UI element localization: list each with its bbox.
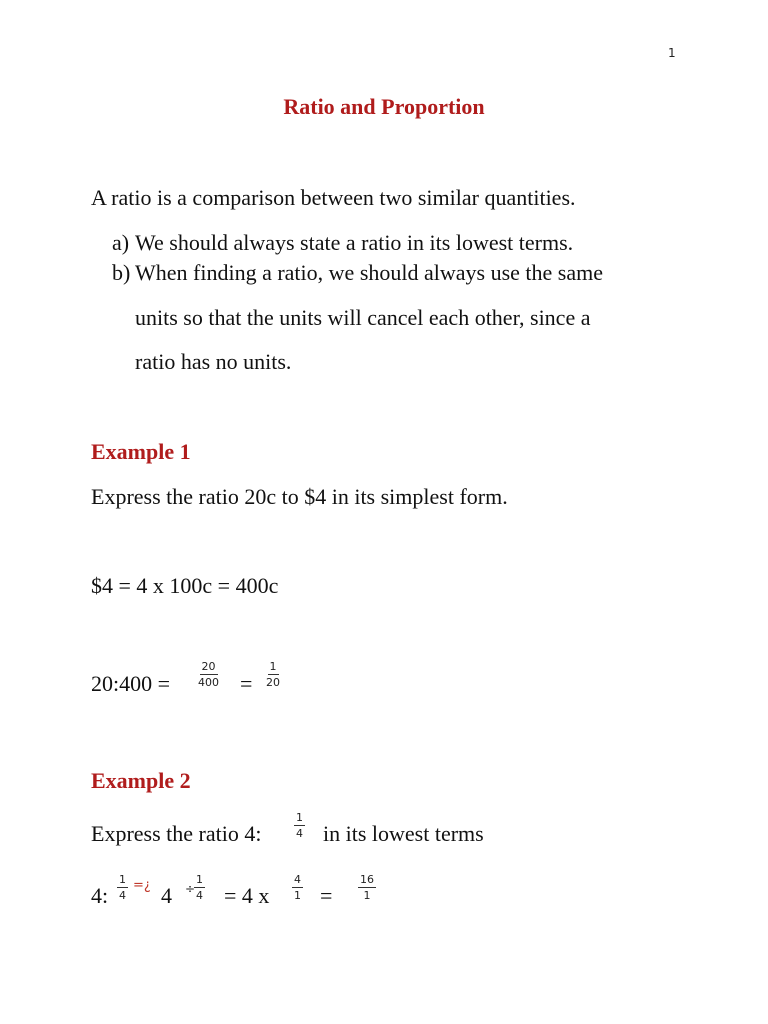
example-1-fraction-a: [196, 660, 221, 689]
fraction-numerator: 1: [196, 873, 203, 886]
example-2-equals-symbol: =¿: [133, 878, 151, 893]
example-2-work-fraction-2: [194, 873, 205, 902]
example-2-question-suffix: in its lowest terms: [323, 821, 484, 846]
example-2-work-fraction-1: [117, 873, 128, 902]
fraction-denominator: 4: [296, 827, 303, 840]
example-2-work-fraction-3: [292, 873, 303, 902]
fraction-numerator: 1: [296, 811, 303, 824]
fraction-denominator: 4: [119, 889, 126, 902]
example-1-step-2-prefix: 20:400 =: [91, 671, 171, 696]
fraction-numerator: 4: [294, 873, 301, 886]
example-1-heading: Example 1: [91, 439, 191, 464]
example-1-equals: =: [240, 671, 253, 696]
list-item-b-line-1: When finding a ratio, we should always use the same: [135, 260, 603, 285]
fraction-numerator: 20: [201, 660, 216, 673]
fraction-denominator: 1: [294, 889, 301, 902]
example-1-step-1: $4 = 4 x 100c = 400c: [91, 573, 279, 598]
fraction-denominator: 400: [198, 676, 219, 689]
list-marker-a: a): [112, 230, 130, 255]
fraction-denominator: 20: [266, 676, 280, 689]
list-marker-b: b): [112, 260, 131, 285]
intro-text: A ratio is a comparison between two similar quantities.: [91, 185, 576, 210]
example-1-question: Express the ratio 20c to $4 in its simplest form.: [91, 484, 508, 509]
list-item-b-line-3: ratio has no units.: [135, 349, 292, 374]
example-2-work-four: 4: [161, 883, 172, 908]
fraction-denominator: 4: [196, 889, 203, 902]
example-2-heading: Example 2: [91, 768, 191, 793]
example-2-divide-symbol: ÷: [185, 882, 196, 896]
list-item-b-line-2: units so that the units will cancel each other, since a: [135, 305, 591, 330]
page-number: 1: [668, 46, 676, 60]
example-2-work-equals: =: [320, 883, 333, 908]
example-2-question-fraction: [294, 811, 305, 840]
fraction-denominator: 1: [363, 889, 371, 902]
example-2-work-prefix: 4:: [91, 883, 109, 908]
example-2-work-mid: = 4 x: [224, 883, 270, 908]
fraction-numerator: 1: [119, 873, 126, 886]
example-2-question-prefix: Express the ratio 4:: [91, 821, 262, 846]
fraction-numerator: 16: [360, 873, 374, 886]
example-1-fraction-b: [264, 660, 282, 689]
example-2-work-fraction-4: [358, 873, 376, 902]
page-title: Ratio and Proportion: [283, 94, 485, 119]
list-item-a-line-1: We should always state a ratio in its lowest terms.: [135, 230, 574, 255]
fraction-numerator: 1: [269, 660, 277, 673]
